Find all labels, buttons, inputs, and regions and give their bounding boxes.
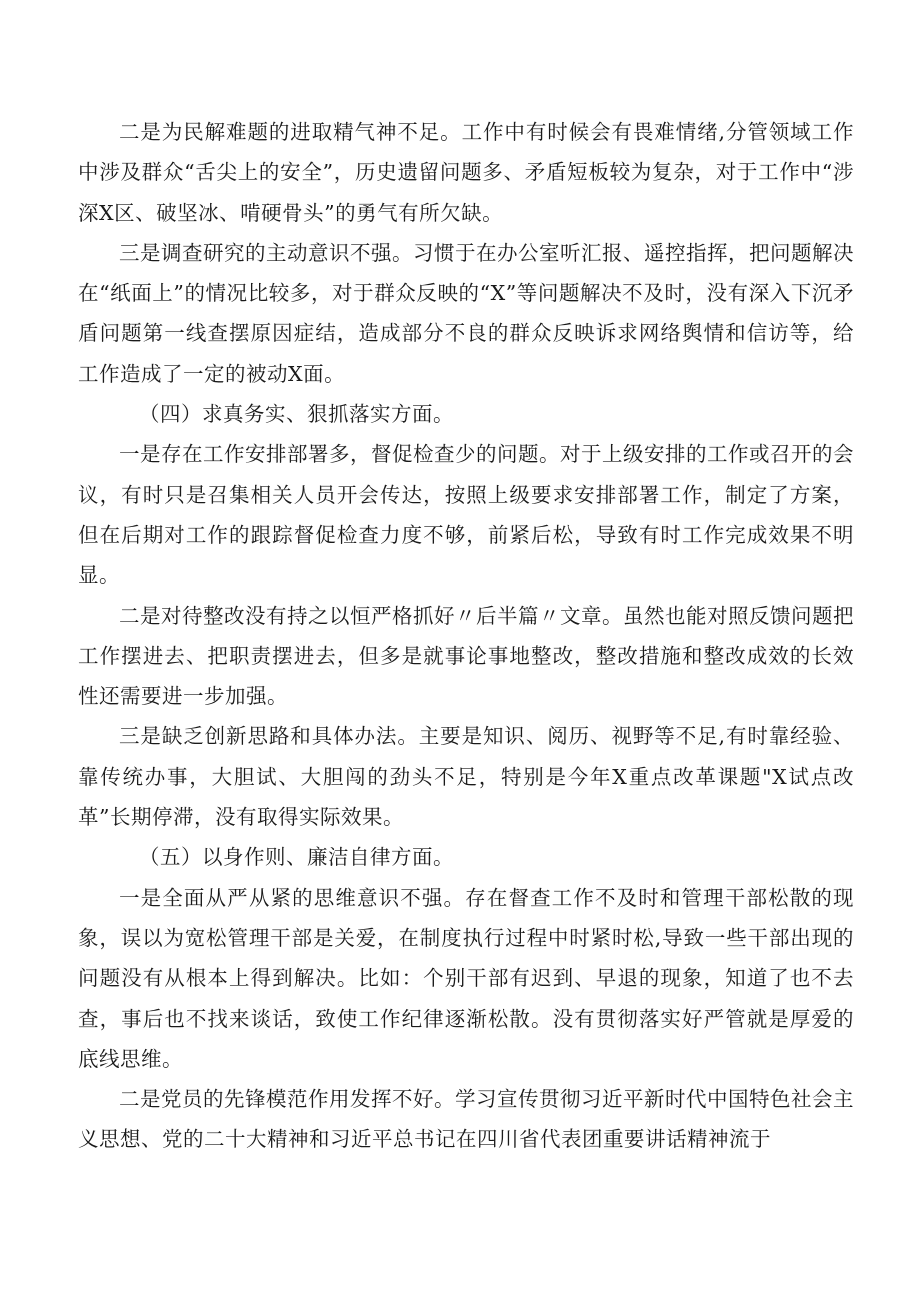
paragraph-2: 三是调查研究的主动意识不强。习惯于在办公室听汇报、遥控指挥，把问题解决在“纸面上”的情况比较多，对于群众反映的“X”等问题解决不及时，没有深入下沉矛盾问题第一线查摆原因症结，造成部分不良的群众反映诉求网络舆情和信访等，给工作造成了一定的被动X面。 [78, 240, 854, 386]
paragraph-5: 三是缺乏创新思路和具体办法。主要是知识、阅历、视野等不足,有时靠经验、靠传统办事，大胆试、大胆闯的劲头不足，特别是今年X重点改革课题"X试点改革”长期停滞，没有取得实际效果。 [78, 724, 854, 830]
document-body [78, 112, 854, 1160]
paragraph-1: 二是为民解难题的进取精气神不足。工作中有时候会有畏难情绪,分管领域工作中涉及群众“舌尖上的安全”，历史遗留问题多、矛盾短板较为复杂，对于工作中“涉深X区、破坚冰、啃硬骨头”的勇气有所欠缺。 [78, 120, 854, 225]
section-heading-5: （五）以身作则、廉洁自律方面。 [139, 845, 454, 870]
section-heading-4: （四）求真务实、狠抓落实方面。 [139, 402, 454, 427]
paragraph-4: 二是对待整改没有持之以恒严格抓好〃后半篇〃文章。虽然也能对照反馈问题把工作摆进去、把职责摆进去，但多是就事论事地整改，整改措施和整改成效的长效性还需要进一步加强。 [78, 603, 854, 709]
paragraph-7: 二是党员的先锋模范作用发挥不好。学习宣传贯彻习近平新时代中国特色社会主义思想、党的二十大精神和习近平总书记在四川省代表团重要讲话精神流于 [78, 1087, 854, 1152]
paragraph-6: 一是全面从严从紧的思维意识不强。存在督查工作不及时和管理干部松散的现象，误以为宽松管理干部是关爱，在制度执行过程中时紧时松,导致一些干部出现的问题没有从根本上得到解决。比如：个别干部有迟到、早退的现象，知道了也不去查，事后也不找来谈话，致使工作纪律逐渐松散。没有贯彻落实好严管就是厚爱的底线思维。 [78, 885, 854, 1071]
paragraph-3: 一是存在工作安排部署多，督促检查少的问题。对于上级安排的工作或召开的会议，有时只是召集相关人员开会传达，按照上级要求安排部署工作，制定了方案，但在后期对工作的跟踪督促检查力度不够，前紧后松，导致有时工作完成效果不明显。 [78, 442, 854, 588]
